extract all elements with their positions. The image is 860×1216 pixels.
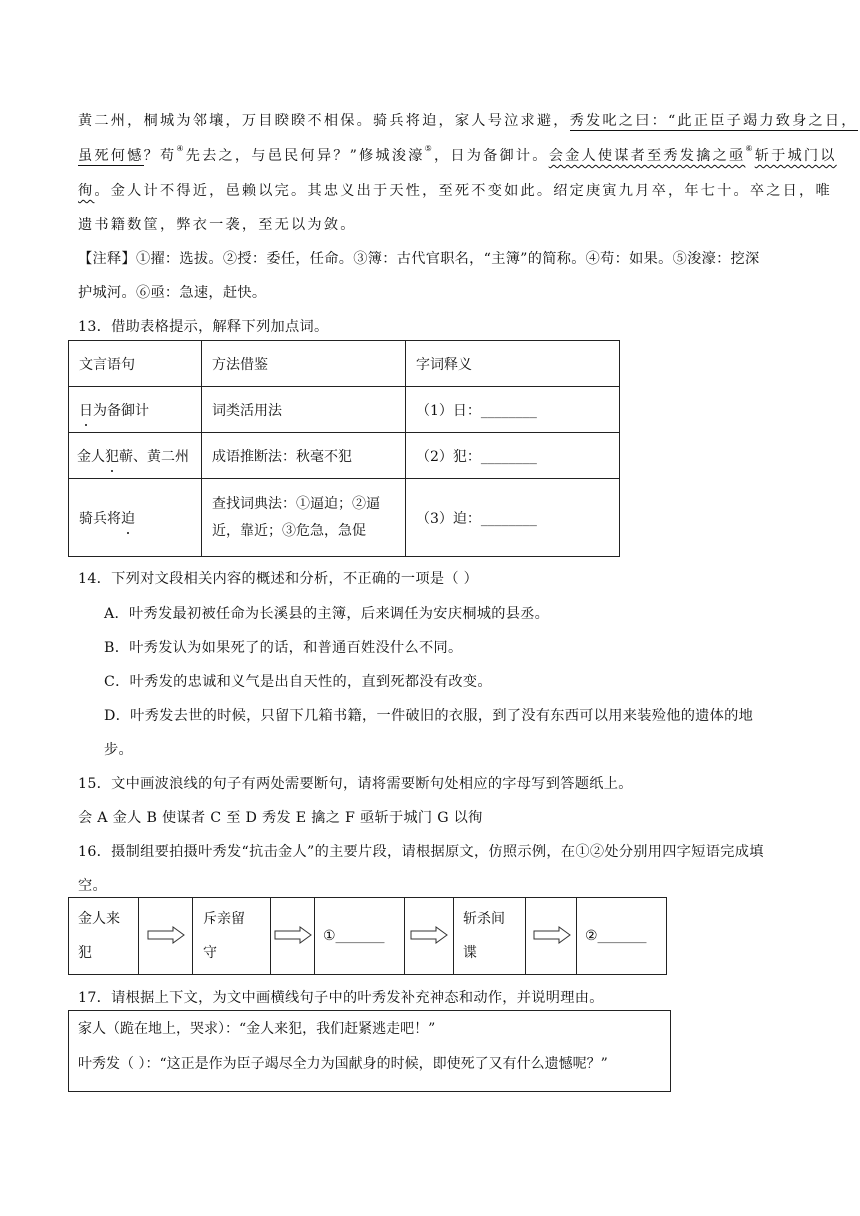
flow-arrow-cell [139,898,193,974]
underlined-sentence: 秀发叱之曰：“此正臣子竭力致身之日， [569,113,858,129]
answer-cell: （2）犯：________ [406,433,620,479]
passage-line-2: 虽死何憾？苟④先去之，与邑民何异？”修城浚濠⑤，日为备御计。会金人使谋者至秀发擒之亟⑥斩于城门以 [78,144,837,164]
flow-arrow-cell [526,898,577,974]
method-cell: 成语推断法：秋毫不犯 [202,433,406,479]
dotted-word: 迫 [121,510,135,527]
notes-line-1: 【注释】①擢：选拔。②授：委任，任命。③簿：古代官职名，“主簿”的简称。④苟：如果。⑤浚濠：挖深 [78,251,760,267]
option-d: D．叶秀发去世的时候，只留下几箱书籍，一件破旧的衣服，到了没有东西可以用来装殓他的遗体的地 [104,708,754,724]
option-c: C．叶秀发的忠诚和义气是出自天性的，直到死都没有改变。 [104,674,492,690]
flow-box: 斥亲留 守 [193,898,271,974]
question-16-stem: 16．摄制组要拍摄叶秀发“抗击金人”的主要片段，请根据原文，仿照示例，在①②处分别用四字短语完成填 [78,844,764,860]
dotted-word: 日 [79,402,93,419]
answer-cell: （3）迫：________ [406,479,620,557]
notes-line-2: 护城河。⑥亟：急速，赶快。 [78,285,267,301]
question-17-stem: 17．请根据上下文，为文中画横线句子中的叶秀发补充神态和动作，并说明理由。 [78,990,604,1006]
table-header-cell: 字词释义 [406,341,620,387]
table-header-cell: 方法借鉴 [202,341,406,387]
table-row [69,433,620,479]
passage-line-4: 遗书籍数筐，弊衣一袭，至无以为敛。 [78,217,357,233]
table-header-row [69,341,620,387]
flow-blank-1[interactable]: ①_______ [315,898,405,974]
wavy-underlined-sentence: 会金人使谋者至秀发擒之亟 [548,148,746,164]
question-13-stem: 13．借助表格提示，解释下列加点词。 [78,319,329,335]
note-marker: ④ [176,144,186,153]
flow-box: 金人来 犯 [69,898,139,974]
question-14-stem: 14．下列对文段相关内容的概述和分析，不正确的一项是（ ） [78,571,479,587]
question-15-sentence: 会 A 金人 B 使谋者 C 至 D 秀发 E 擒之 F 亟斩于城门 G 以徇 [78,810,483,826]
flow-box: 斩杀间 谍 [454,898,526,974]
method-cell: 查找词典法：①逼迫；②逼 近，靠近；③危急，急促 [202,479,406,557]
passage-text: 黄二州，桐城为邻壤，万目睽睽不相保。骑兵将迫，家人号泣求避， [78,113,570,129]
dialogue-ye-xiufa: 叶秀发（ ）：“这正是作为臣子竭尽全力为国献身的时候，即使死了又有什么遗憾呢？” [78,1056,608,1072]
flow-arrow-cell [271,898,315,974]
sentence-cell: 日为备御计 [69,387,202,433]
question-16-stem-continued: 空。 [78,878,107,894]
table-row [69,387,620,433]
dotted-word: 犯 [105,448,119,465]
note-marker: ⑤ [424,144,434,153]
right-arrow-icon [533,926,571,944]
question-13-table [68,340,620,557]
sentence-cell: 金人犯蕲、黄二州 [69,433,202,479]
right-arrow-icon [147,926,185,944]
method-cell: 词类活用法 [202,387,406,433]
sentence-cell: 骑兵将迫 [69,479,202,557]
note-marker: ⑥ [745,144,755,153]
right-arrow-icon [274,926,312,944]
option-b: B．叶秀发认为如果死了的话，和普通百姓没什么不同。 [104,640,463,656]
question-15-stem: 15．文中画波浪线的句子有两处需要断句，请将需要断句处相应的字母写到答题纸上。 [78,776,633,792]
underlined-sentence-end: 虽死何憾 [78,148,144,164]
flow-arrow-cell [405,898,454,974]
question-17-dialogue-box [68,1010,671,1092]
table-row [69,479,620,557]
right-arrow-icon [410,926,448,944]
flow-blank-2[interactable]: ②_______ [585,928,647,944]
dialogue-family: 家人（跪在地上，哭求）：“金人来犯，我们赶紧逃走吧！” [78,1021,436,1037]
question-16-flowchart [68,897,667,975]
option-a: A．叶秀发最初被任命为长溪县的主簿，后来调任为安庆桐城的县丞。 [104,606,550,622]
passage-line-3: 徇。金人计不得近，邑赖以完。其忠义出于天性，至死不变如此。绍定庚寅九月卒，年七十。卒之日，唯 [78,183,832,199]
table-header-cell: 文言语句 [69,341,202,387]
option-d-continued: 步。 [104,742,133,758]
answer-cell: （1）日：________ [406,387,620,433]
passage-line-1 [78,110,858,130]
